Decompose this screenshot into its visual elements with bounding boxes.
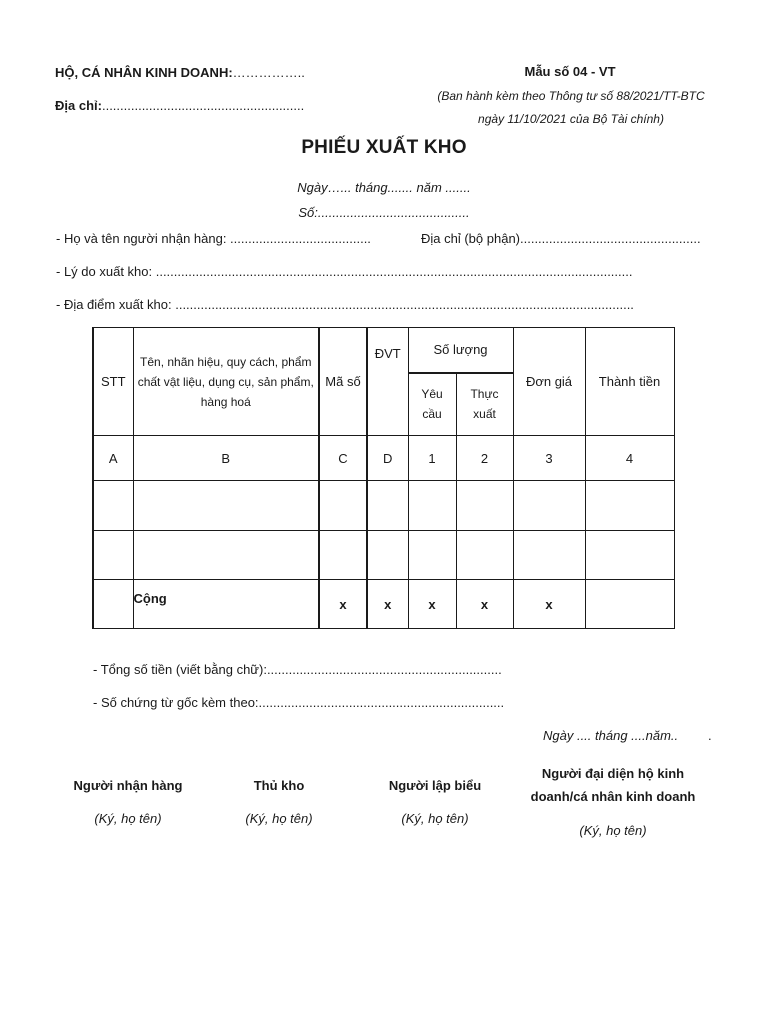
table-cell	[456, 481, 513, 531]
column-code: 4	[585, 436, 674, 481]
issued-line-1: (Ban hành kèm theo Thông tư số 88/2021/TT-BTC	[437, 89, 705, 103]
reason-field: - Lý do xuất kho: ....................................................................................................................................	[56, 264, 633, 279]
header-amount: Thành tiền	[585, 328, 674, 436]
business-line	[55, 65, 305, 80]
column-code: 3	[513, 436, 585, 481]
table-row	[93, 531, 674, 580]
sign-date-tail: .	[708, 728, 712, 743]
table-cell	[319, 481, 367, 531]
table-cell	[585, 481, 674, 531]
header-requested-2: cầu	[422, 407, 442, 422]
goods-table	[92, 327, 675, 629]
sign-date: Ngày .... tháng ....năm..	[543, 728, 679, 743]
table-cell	[93, 481, 133, 531]
table-cell	[319, 531, 367, 580]
signature-representative-role-2: doanh/cá nhân kinh doanh	[530, 789, 696, 804]
header-code: Mã số	[319, 328, 367, 436]
column-code: 1	[408, 436, 456, 481]
column-code: 2	[456, 436, 513, 481]
table-cell	[585, 580, 674, 629]
table-cell	[585, 531, 674, 580]
table-cell	[93, 531, 133, 580]
form-number: Mẫu số 04 - VT	[524, 64, 616, 79]
total-mark: x	[367, 580, 408, 629]
business-label: HỘ, CÁ NHÂN KINH DOANH:	[55, 65, 233, 80]
signature-receiver-role: Người nhận hàng	[73, 778, 183, 793]
header-requested-1: Yêu	[421, 387, 443, 402]
total-row	[93, 580, 674, 629]
total-label: Cộng	[133, 580, 319, 629]
page-title: PHIẾU XUẤT KHO	[301, 137, 467, 158]
table-cell	[367, 531, 408, 580]
total-mark: x	[319, 580, 367, 629]
date-line: Ngày…... tháng....... năm .......	[297, 180, 471, 195]
table-cell	[513, 531, 585, 580]
header-unit: ĐVT	[367, 328, 408, 436]
department-field: Địa chỉ (bộ phận)..................................................	[421, 231, 701, 246]
table-cell	[133, 531, 319, 580]
header-requested	[408, 373, 456, 436]
table-cell	[408, 481, 456, 531]
signature-storekeeper-role: Thủ kho	[253, 778, 305, 793]
table-cell	[456, 531, 513, 580]
total-mark: x	[408, 580, 456, 629]
table-cell	[93, 580, 133, 629]
header-stt: STT	[93, 328, 133, 436]
original-documents: - Số chứng từ gốc kèm theo:....................................................................	[93, 695, 505, 710]
number-line: Số:..........................................	[298, 205, 470, 220]
address-label: Địa chỉ:	[55, 98, 102, 113]
business-dots: ……………..	[232, 65, 305, 80]
signature-preparer-role: Người lập biểu	[388, 778, 482, 793]
total-in-words: - Tổng số tiền (viết bằng chữ):.................................................................	[93, 662, 502, 677]
header-quantity: Số lượng	[408, 328, 513, 373]
total-mark: x	[513, 580, 585, 629]
address-dots: ........................................................	[101, 98, 305, 113]
column-code-row	[93, 436, 674, 481]
receiver-field: - Họ và tên người nhận hàng: .......................................	[56, 231, 371, 246]
table-cell	[408, 531, 456, 580]
signature-receiver-note: (Ký, họ tên)	[94, 811, 162, 826]
header-actual-1: Thực	[470, 387, 499, 402]
table-cell	[133, 481, 319, 531]
header-price: Đơn giá	[513, 328, 585, 436]
table-row	[93, 481, 674, 531]
column-code: A	[93, 436, 133, 481]
column-code: C	[319, 436, 367, 481]
table-cell	[513, 481, 585, 531]
header-name: Tên, nhãn hiệu, quy cách, phẩm chất vật liệu, dụng cụ, sản phẩm, hàng hoá	[133, 328, 319, 436]
header-actual-2: xuất	[473, 407, 496, 422]
location-field: - Địa điểm xuất kho: ...............................................................................................................................	[56, 297, 634, 312]
total-mark: x	[456, 580, 513, 629]
signature-storekeeper-note: (Ký, họ tên)	[245, 811, 313, 826]
issued-line-2: ngày 11/10/2021 của Bộ Tài chính)	[478, 112, 664, 126]
header-actual	[456, 373, 513, 436]
signature-preparer-note: (Ký, họ tên)	[401, 811, 469, 826]
column-code: B	[133, 436, 319, 481]
column-code: D	[367, 436, 408, 481]
signature-representative-note: (Ký, họ tên)	[579, 823, 647, 838]
signature-representative-role-1: Người đại diện hộ kinh	[541, 766, 685, 781]
address-line	[55, 98, 304, 113]
table-cell	[367, 481, 408, 531]
